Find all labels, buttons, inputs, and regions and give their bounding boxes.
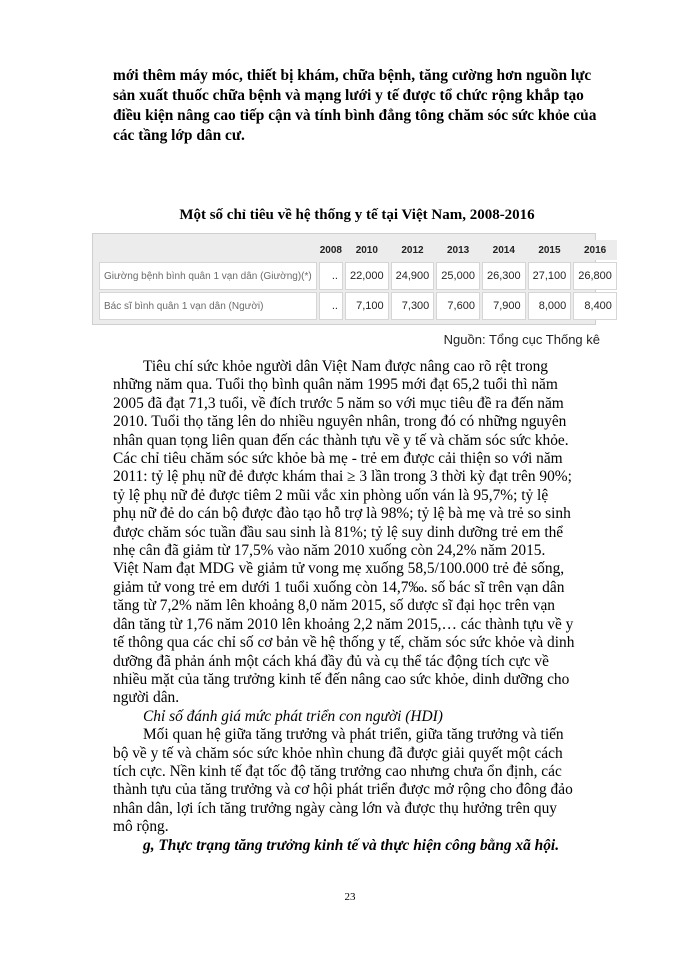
header-cell: 2015 [528,240,572,260]
header-cell: 2014 [482,240,526,260]
table-cell: 27,100 [528,262,572,290]
row-label: Bác sĩ bình quân 1 vạn dân (Người) [99,292,317,320]
text-line: thành tựu của tăng trưởng và cơ hội phát triển được mở rộng cho đông đảo [113,781,573,799]
text-line: mô rộng. [113,818,169,836]
text-line: 2005 đã đạt 71,3 tuổi, về đích trước 5 năm so với mục tiêu đề ra đến năm [113,394,564,412]
header-cell: 2010 [345,240,389,260]
table-cell: 7,300 [391,292,435,320]
table-cell: .. [319,292,343,320]
text-line: Tiêu chí sức khỏe người dân Việt Nam được nâng cao rõ rệt trong [143,358,548,375]
text-line: nhân quan tọng liên quan đến các thành tựu về y tế và chăm sóc sức khỏe. [113,431,569,449]
table-cell: .. [319,262,343,290]
text-line: bộ về y tế và chăm sóc sức khỏe nhìn chung đã được giải quyết một cách [113,744,563,762]
page-number: 23 [344,891,356,903]
section-g-heading: g, Thực trạng tăng trưởng kinh tế và thực hiện công bằng xã hội. [143,836,560,854]
intro-paragraph [113,66,601,146]
hdi-heading: Chỉ số đánh giá mức phát triển con người (HDI) [143,707,443,725]
header-cell: 2013 [436,240,480,260]
health-stats-table [92,233,612,325]
table-row [99,262,617,290]
text-line: phụ nữ đẻ do cán bộ được đào tạo hỗ trợ là 98%; tỷ lệ bà mẹ và trẻ so sinh [113,505,571,523]
text-line: sản xuất thuốc chữa bệnh và mạng lưới y tế được tổ chức rộng khắp tạo [113,87,584,104]
text-line: giảm tử vong trẻ em dưới 1 tuổi xuống còn 14,7‰. số bác sĩ trên vạn dân [113,578,565,596]
header-cell: 2008 [319,240,343,260]
row-label: Giường bệnh bình quân 1 vạn dân (Giường)(*) [99,262,317,290]
text-line: người dân. [113,689,180,707]
table-cell: 7,900 [482,292,526,320]
table-cell: 25,000 [436,262,480,290]
header-cell: 2016 [573,240,617,260]
text-line: tăng từ 7,2% năm lên khoảng 8,0 năm 2015, số dược sĩ đại học trên vạn [113,597,555,615]
text-line: những năm qua. Tuổi thọ bình quân năm 1995 mới đạt 65,2 tuổi thì năm [113,376,558,394]
table-cell: 7,100 [345,292,389,320]
text-line: Mối quan hệ giữa tăng trưởng và phát triển, giữa tăng trưởng và tiến [143,726,564,744]
table-source-note: Nguồn: Tổng cục Thống kê [443,332,600,347]
text-line: tỷ lệ phụ nữ đẻ được tiêm 2 mũi vắc xin phòng uốn ván là 95,7%; tỷ lệ [113,486,549,504]
table-cell: 8,400 [573,292,617,320]
text-line: 2010. Tuổi thọ tăng lên do nhiều nguyên nhân, trong đó có những nguyên [113,413,567,431]
text-line: nhẹ cân đã giảm từ 17,5% vào năm 2010 xuống còn 24,2% năm 2015. [113,542,546,560]
header-cell: 2012 [391,240,435,260]
text-line: dưỡng đã phản ánh một cách khá đầy đủ và cụ thể tác động tích cực về [113,652,549,670]
text-line: Việt Nam đạt MDG về giảm tử vong mẹ xuống 58,5/100.000 trẻ đẻ sống, [113,560,565,578]
header-cell [99,240,317,260]
text-line: điều kiện nâng cao tiếp cận và tính bình đẳng tông chăm sóc sức khỏe của [113,107,597,124]
text-line: dân tăng từ 1,76 năm 2010 lên khoảng 2,2 năm 2015,… các thành tựu về y [113,615,574,633]
text-line: các tầng lớp dân cư. [113,127,245,144]
text-line: được chăm sóc tuần đầu sau sinh là 81%; tỷ lệ suy dinh dưỡng trẻ em thể [113,523,564,541]
text-line: tích cực. Nền kinh tế đạt tốc độ tăng trưởng cao nhưng chưa ổn định, các [113,762,562,780]
table-cell: 7,600 [436,292,480,320]
table-header-row [99,240,617,260]
table-cell: 26,800 [573,262,617,290]
table-cell: 8,000 [528,292,572,320]
table-row [99,292,617,320]
text-line: 2011: tỷ lệ phụ nữ đẻ được khám thai ≥ 3 lần trong 3 thời kỳ đạt trên 90%; [113,468,572,486]
text-line: nhiều mặt của tăng trưởng kinh tế đến nâng cao sức khỏe, dinh dưỡng cho [113,670,570,688]
table-cell: 26,300 [482,262,526,290]
table-cell: 24,900 [391,262,435,290]
body-text [113,358,601,855]
text-line: Các chỉ tiêu chăm sóc sức khỏe bà mẹ - trẻ em được cải thiện so với năm [113,450,563,468]
table-cell: 22,000 [345,262,389,290]
text-line: nhân dân, lợi ích tăng trưởng ngày càng lớn và được thụ hưởng trên quy [113,799,557,817]
table-title: Một số chỉ tiêu về hệ thống y tế tại Việt Nam, 2008-2016 [179,207,535,223]
text-line: tế thông qua các chỉ số cơ bản về hệ thống y tế, chăm sóc sức khỏe và dinh [113,634,575,652]
text-line: mới thêm máy móc, thiết bị khám, chữa bệnh, tăng cường hơn nguồn lực [113,67,592,84]
